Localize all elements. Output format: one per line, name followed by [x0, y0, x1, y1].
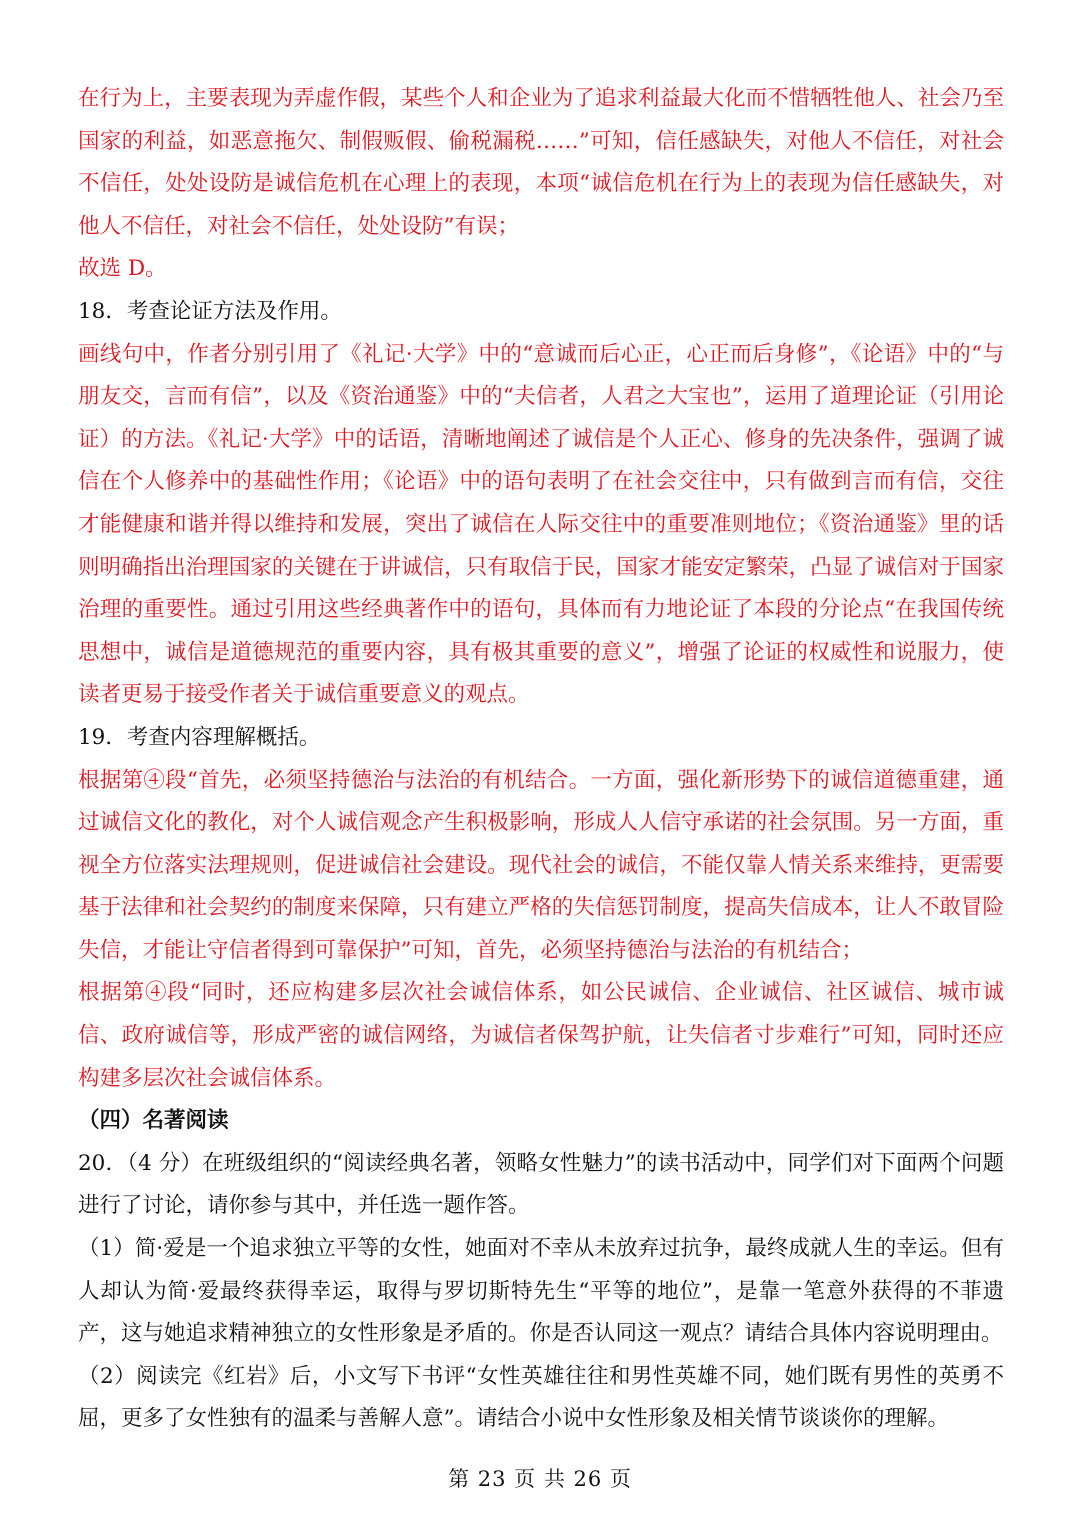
page-number-footer: 第 23 页 共 26 页	[448, 1467, 632, 1491]
question-18-heading: 18．考查论证方法及作用。	[78, 298, 342, 324]
section-heading-classics: （四）名著阅读	[78, 1108, 229, 1134]
answer-19-point-2: 根据第④段“同时，还应构建多层次社会诚信体系，如公民诚信、企业诚信、社区诚信、城市诚信、政府诚信等，形成严密的诚信网络，为诚信者保驾护航，让失信者寸步难行”可知，同时还应构建多层次社会诚信体系。	[78, 980, 1004, 1091]
question-20-prompt: 20．（4 分）在班级组织的“阅读经典名著，领略女性魅力”的读书活动中，同学们对下面两个问题进行了讨论，请你参与其中，并任选一题作答。	[78, 1150, 1004, 1219]
question-19-heading: 19．考查内容理解概括。	[78, 724, 321, 750]
answer-18-body: 画线句中，作者分别引用了《礼记·大学》中的“意诚而后心正，心正而后身修”，《论语》中的“与朋友交，言而有信”，以及《资治通鉴》中的“夫信者，人君之大宝也”，运用了道理论证（引用论证）的方法。《礼记·大学》中的话语，清晰地阐述了诚信是个人正心、修身的先决条件，强调了诚信在个人修养中的基础性作用；《论语》中的语句表明了在社会交往中，只有做到言而有信，交往才能健康和谐并得以维持和发展，突出了诚信在人际交往中的重要准则地位；《资治通鉴》里的话则明确指出治理国家的关键在于讲诚信，只有取信于民，国家才能安定繁荣，凸显了诚信对于国家治理的重要性。通过引用这些经典著作中的语句，具体而有力地论证了本段的分论点“在我国传统思想中，诚信是道德规范的重要内容，具有极其重要的意义”，增强了论证的权威性和说服力，使读者更易于接受作者关于诚信重要意义的观点。	[78, 341, 1004, 708]
question-20-option-2: （2）阅读完《红岩》后，小文写下书评“女性英雄往往和男性英雄不同，她们既有男性的英勇不屈，更多了女性独有的温柔与善解人意”。请结合小说中女性形象及相关情节谈谈你的理解。	[78, 1363, 1004, 1432]
answer-19-point-1: 根据第④段“首先，必须坚持德治与法治的有机结合。一方面，强化新形势下的诚信道德重建，通过诚信文化的教化，对个人诚信观念产生积极影响，形成人人信守承诺的社会氛围。另一方面，重视全方位落实法理规则，促进诚信社会建设。现代社会的诚信，不能仅靠人情关系来维持，更需要基于法律和社会契约的制度来保障，只有建立严格的失信惩罚制度，提高失信成本，让人不敢冒险失信，才能让守信者得到可靠保护”可知，首先，必须坚持德治与法治的有机结合；	[78, 767, 1004, 963]
question-20-option-1: （1）简·爱是一个追求独立平等的女性，她面对不幸从未放弃过抗争，最终成就人生的幸运。但有人却认为简·爱最终获得幸运，取得与罗切斯特先生“平等的地位”，是靠一笔意外获得的不菲遗产，这与她追求精神独立的女性形象是矛盾的。你是否认同这一观点？请结合具体内容说明理由。	[78, 1236, 1004, 1347]
document-page	[78, 78, 1004, 1441]
answer-17-continuation: 在行为上，主要表现为弄虚作假，某些个人和企业为了追求利益最大化而不惜牺牲他人、社会乃至国家的利益，如恶意拖欠、制假贩假、偷税漏税……”可知，信任感缺失，对他人不信任，对社会不信任，处处设防是诚信危机在心理上的表现，本项“诚信危机在行为上的表现为信任感缺失，对他人不信任，对社会不信任，处处设防”有误；	[78, 86, 1004, 239]
answer-17-choice: 故选 D。	[78, 256, 167, 282]
